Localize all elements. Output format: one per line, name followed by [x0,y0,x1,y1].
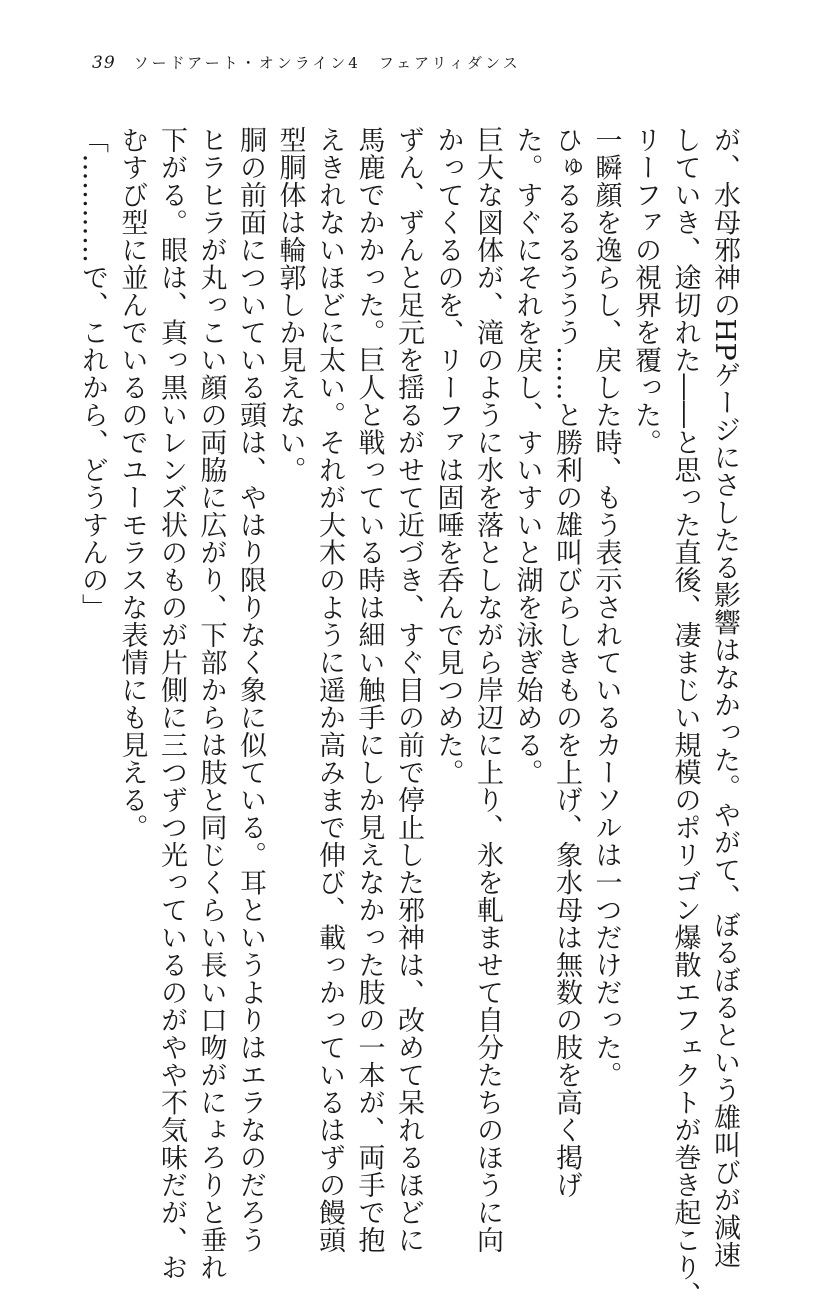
text-line: リーファの視界を覆った。 [630,126,661,456]
text-line: かってくるのを、リーファは固唾を呑んで見つめた。 [432,126,464,786]
text-line: むすび型に並んでいるのでユーモラスな表情にも見える。 [116,126,148,841]
text-line: 「…………で、これから、どうすんの」 [77,126,108,621]
text-line: 下がる。眼は、真っ黒いレンズ状のものが片側に三つずつ光っているのがやや不気味だが、お [156,126,187,1281]
page-header [92,52,521,82]
text-line: ヒラヒラが丸っこい顔の両脇に広がり、下部からは肢と同じくらい長い口吻がにょろりと垂れ [195,126,227,1281]
text-line: していき、途切れた――と思った直後、凄まじい規模のポリゴン爆散エフェクトが巻き起こり、 [669,126,701,1309]
running-title: ソードアート・オンライン4 フェアリィダンス [133,54,521,72]
body-text [73,126,745,1309]
text-line: 巨大な図体が、滝のように水を落としながら岸辺に上り、氷を軋ませて自分たちのほうに向 [472,126,503,1254]
text-line: 馬鹿でかかった。巨人と戦っている時は細い触手にしか見えなかった肢の一本が、両手で抱 [353,126,385,1254]
text-line: ずん、ずんと足元を揺るがせて近づき、すぐ目の前で停止した邪神は、改めて呆れるほどに [393,126,424,1254]
text-line: 一瞬顔を逸らし、戻した時、もう表示されているカーソルは一つだけだった。 [590,126,622,1089]
text-line: た。すぐにそれを戻し、すいすいと湖を泳ぎ始める。 [511,126,543,786]
text-line: 型胴体は輪郭しか見えない。 [274,126,306,484]
text-line: が、水母邪神のHPゲージにさしたる影響はなかった。やがて、ぼるぼるという雄叫びが減速 [709,126,740,1269]
text-line: ひゅるるるううう……と勝利の雄叫びらしきものを上げ、象水母は無数の肢を高く掲げ [551,126,582,1199]
text-line: 胴の前面についている頭は、やはり限りなく象に似ている。耳というよりはエラなのだろう [235,126,266,1254]
page-number: 39 [92,53,116,73]
text-line: えきれないほどに太い。それが大木のように遥か高みまで伸び、載っかっているはずの饅頭 [314,126,345,1254]
